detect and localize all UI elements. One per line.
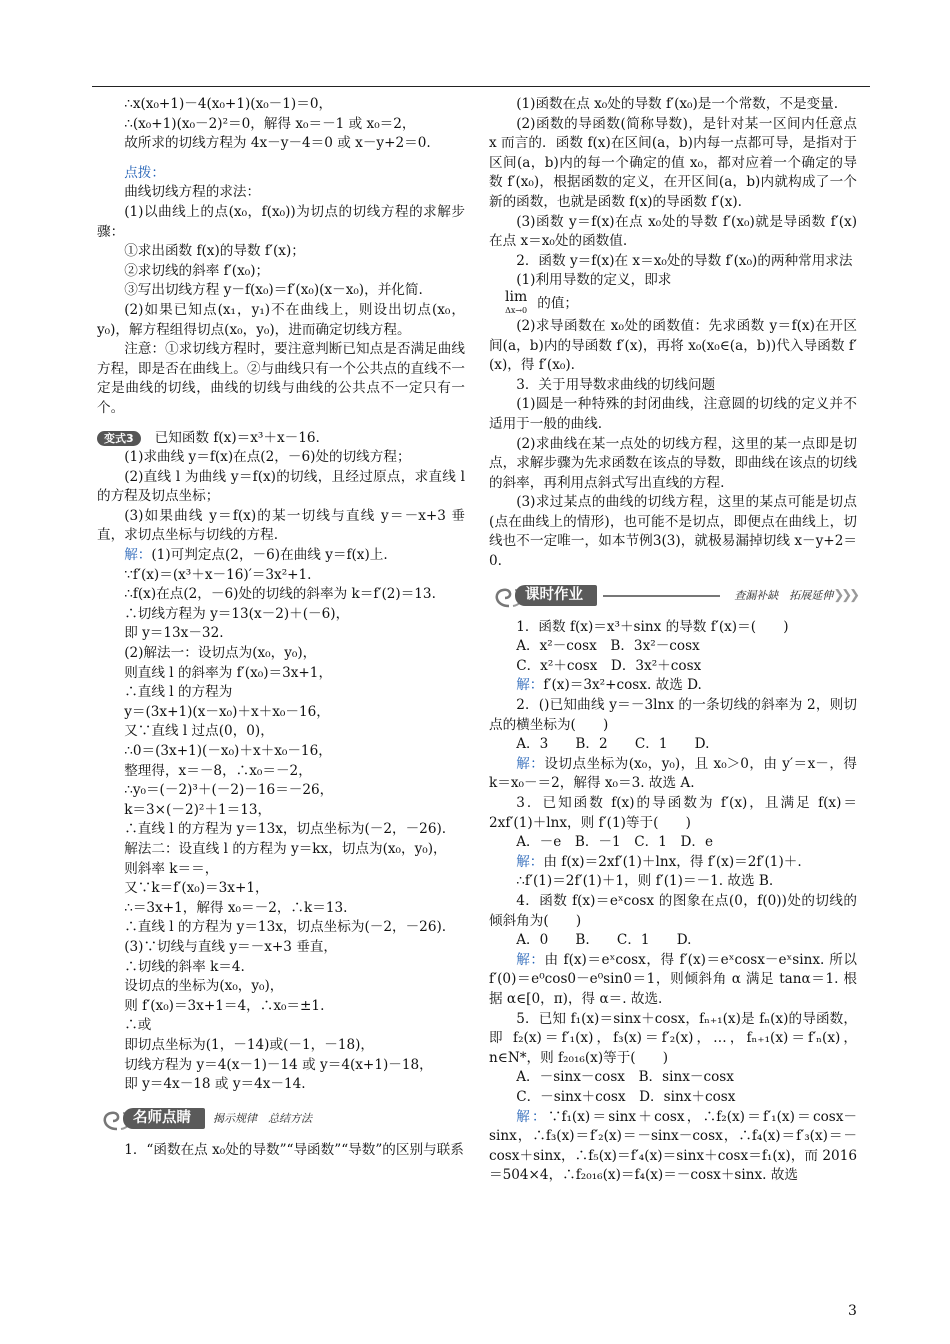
text-line: ∴或 — [124, 1017, 152, 1034]
text-line: (3)函数 y＝f(x)在点 x₀处的导数 f′(x₀)就是导函数 f′(x)在点 x＝x₀处的函数值. — [489, 213, 857, 250]
text-line: ∵f′(x)＝(x³＋x－16)′＝3x²+1. — [124, 566, 312, 583]
text-line: (2)直线 l 为曲线 y＝f(x)的切线，且经过原点，求直线 l 的方程及切点坐标； — [97, 468, 465, 505]
text-line: ∴切线的斜率 k＝4. — [124, 958, 245, 975]
banner-subtitle: 查漏补缺 拓展延伸 — [734, 588, 834, 602]
question: 4．函数 f(x)＝eˣcosx 的图象在点(0，f(0))处的切线的倾斜角为( ) — [489, 892, 857, 929]
variant-question: 变式3 已知函数 f(x)＝x³＋x－16. — [97, 429, 465, 449]
text-line: ③写出切线方程 y－f(x₀)＝f′(x₀)(x－x₀)，并化简. — [124, 282, 423, 299]
question: 2．()已知曲线 y＝－3lnx 的一条切线的斜率为 2，则切点的横坐标为( ) — [489, 697, 857, 733]
section-banner-teacher-tips — [97, 1105, 465, 1133]
text-line: ∴直线 l 的方程为 — [124, 684, 233, 701]
chevrons-icon: ❯❯❯ — [833, 587, 857, 603]
text-line: 即 y＝13x－32. — [124, 625, 224, 642]
text-line: (1)函数在点 x₀处的导数 f′(x₀)是一个常数，不是变量. — [516, 96, 839, 112]
text-line: (2)解法一：设切点为(x₀，y₀)， — [124, 645, 317, 662]
text-line: 即切点坐标为(1，－14)或(－1，－18)， — [124, 1036, 375, 1053]
solution-line: 解：∵f₁(x)＝sinx＋cosx，∴f₂(x)＝f′₁(x)＝cosx－sinx，∴f₃(x)＝f′₂(x)＝－sinx－cosx，∴f₄(x)＝f′₃(x)＝－cosx＋sinx，∴f₅(x)＝f′₄(x)＝sinx＋cosx＝f₁(x)，而 2016＝504×4，∴f₂₀₁₆(x)＝f₄(x)＝－cosx＋sinx. 故选 — [489, 1108, 857, 1184]
section-banner-homework — [489, 582, 857, 610]
text-line: (1)利用导数的定义，即求 — [516, 272, 672, 289]
text-line: 故所求的切线方程为 4x－y－4＝0 或 x－y+2＝0. — [124, 135, 431, 152]
banner-title: 课时作业 — [515, 585, 597, 607]
text-line: ∴0＝(3x+1)(－x₀)＋x＋x₀－16， — [124, 743, 332, 759]
option-line: A．－e B．－1 C．1 D．e — [516, 834, 714, 851]
text-line: ∴f(x)在点(2，－6)处的切线的斜率为 k＝f′(2)＝13. — [124, 586, 436, 603]
text-line: 3．关于用导数求曲线的切线问题 — [516, 376, 716, 393]
banner-line — [603, 595, 720, 597]
text-line: ②求切线的斜率 f′(x₀)； — [124, 262, 270, 279]
question: 3．已知函数 f(x)的导函数为 f′(x)，且满足 f(x)＝2xf′(1)＋lnx，则 f′(1)等于( ) — [489, 795, 857, 831]
text-line: 2．函数 y＝f(x)在 x＝x₀处的导数 f′(x₀)的两种常用求法 — [516, 252, 853, 269]
header-rule — [92, 86, 870, 87]
banner-title: 名师点睛 — [123, 1108, 205, 1130]
option-line: A．－sinx－cosx B．sinx－cosx — [516, 1069, 734, 1086]
limit-expression: lim Δx→0 — [505, 288, 528, 315]
question: 5．已知 f₁(x)＝sinx＋cosx，fₙ₊₁(x)是 fₙ(x)的导函数，即 f₂(x)＝f′₁(x)，f₃(x)＝f′₂(x)，…，fₙ₊₁(x)＝f′ₙ(x)，n∈N*，则 f₂₀₁₆(x)等于( ) — [489, 1010, 857, 1066]
text-line: ∴＝3x+1，解得 x₀＝－2，∴k＝13. — [124, 899, 348, 916]
text-line: ∴直线 l 的方程为 y＝13x，切点坐标为(－2，－26). — [124, 821, 447, 838]
text-line: (1)以曲线上的点(x₀，f(x₀))为切点的切线方程的求解步骤： — [97, 203, 465, 240]
text-line: y＝(3x+1)(x－x₀)＋x＋x₀－16， — [124, 703, 330, 720]
solution-line: 解：由 f(x)＝2xf′(1)＋lnx，得 f′(x)＝2f′(1)＋. — [516, 853, 802, 870]
option-line: A．x²－cosx B．3x²－cosx — [516, 638, 700, 655]
solution-line: 解：f′(x)＝3x²+cosx. 故选 D. — [516, 677, 702, 694]
option-line: A．0 B. C．1 D. — [516, 932, 692, 949]
text-line: (1)求曲线 y＝f(x)在点(2，－6)处的切线方程； — [124, 449, 411, 466]
solution-line: 解：设切点坐标为(x₀，y₀)，且 x₀＞0，由 y′＝x－，得 k＝x₀－＝2，解得 x₀＝3. 故选 A. — [489, 755, 857, 792]
solution-line: 解：(1)可判定点(2，－6)在曲线 y＝f(x)上. — [124, 547, 388, 564]
text-line: ∴y₀＝(－2)³＋(－2)－16＝－26， — [124, 782, 334, 799]
text-line: ∴切线方程为 y＝13(x－2)＋(－6)， — [124, 605, 350, 622]
text-line: ∴x(x₀+1)－4(x₀+1)(x₀－1)＝0， — [124, 96, 333, 112]
text-line: ∴f′(1)＝2f′(1)＋1，则 f′(1)＝－1. 故选 B. — [516, 873, 774, 890]
text-line: (2)函数的导函数(简称导数)，是针对某一区间内任意点 x 而言的．函数 f(x)在区间(a，b)内每一点都可导，是指对于区间(a，b)内的每一个确定的值 x₀，都对应着一个确定的导数 f′(x₀)，根据函数的定义，在开区间(a，b)内就构成了一个新的函数，也就是函数 f(x)的导函数 f′(x). — [489, 115, 857, 210]
text-line: 又∵直线 l 过点(0，0)， — [124, 723, 274, 740]
text-line: (3)求过某点的曲线的切线方程，这里的某点可能是切点(点在曲线上的情形)，也可能不是切点，即便点在曲线上，切线也不一定唯一，如本节例3(3)，就极易漏掉切线 x－y+2＝0. — [489, 494, 857, 570]
text-line: ∴(x₀+1)(x₀－2)²＝0，解得 x₀＝－1 或 x₀＝2， — [124, 115, 416, 132]
limit-line: lim Δx→0 的值； — [505, 288, 579, 315]
variant-badge: 变式3 — [97, 431, 141, 446]
question: 1．函数 f(x)＝x³＋sinx 的导数 f′(x)＝( ) — [516, 618, 789, 635]
banner-subtitle: 揭示规律 总结方法 — [213, 1111, 312, 1125]
text-line: 又∵k＝f′(x₀)＝3x+1， — [124, 880, 269, 897]
option-line: A．3 B．2 C．1 D. — [516, 736, 710, 753]
text-line: 整理得，x＝－8，∴x₀＝－2， — [124, 762, 312, 779]
text-line: (2)求导函数在 x₀处的函数值：先求函数 y＝f(x)在开区间(a，b)内的导函数 f′(x)，再将 x₀(x₀∈(a，b))代入导函数 f′(x)，得 f′(x₀). — [489, 317, 857, 374]
text-line: k＝3×(－2)²＋1＝13， — [124, 801, 272, 818]
option-line: C．－sinx＋cosx D．sinx＋cosx — [516, 1088, 736, 1105]
text-line: (1)圆是一种特殊的封闭曲线，注意圆的切线的定义并不适用于一般的曲线. — [489, 396, 857, 432]
text-line: 设切点的坐标为(x₀，y₀)， — [124, 978, 284, 995]
text-line: (2)如果已知点(x₁，y₁)不在曲线上，则设出切点(x₀，y₀)，解方程组得切点(x₀，y₀)，进而确定切线方程。 — [97, 301, 465, 338]
text-line: 切线方程为 y＝4(x－1)－14 或 y＝4(x+1)－18， — [124, 1056, 433, 1073]
right-column — [489, 95, 857, 1186]
left-column — [97, 95, 465, 1160]
solution-line: 解：由 f(x)＝eˣcosx，得 f′(x)＝eˣcosx－eˣsinx. 所以 f′(0)＝e⁰cos0－e⁰sin0＝1，则倾斜角 α 满足 tanα＝1. 根据 α∈[0，π)，得 α＝. 故选. — [489, 951, 857, 1007]
text-line: ∴直线 l 的方程为 y＝13x，切点坐标为(－2，－26). — [124, 919, 447, 936]
tip-label: 点拨： — [124, 164, 165, 181]
page-number: 3 — [848, 1303, 857, 1319]
option-line: C．x²＋cosx D．3x²＋cosx — [516, 657, 702, 674]
text-line: 则 f′(x₀)＝3x+1＝4，∴x₀＝±1. — [124, 997, 325, 1014]
text-line: 则斜率 k＝＝， — [124, 860, 219, 877]
text-line: (2)求曲线在某一点处的切线方程，这里的某一点即是切点，求解步骤为先求函数在该点的导数，即曲线在该点的切线的斜率，再利用点斜式写出直线的方程. — [489, 435, 857, 491]
text-line: 即 y＝4x－18 或 y＝4x－14. — [124, 1076, 306, 1093]
text-line: (3)∵切线与直线 y＝－x+3 垂直， — [124, 938, 338, 955]
text-line: 解法二：设直线 l 的方程为 y＝kx，切点为(x₀，y₀)， — [124, 840, 447, 857]
text-line: 曲线切线方程的求法： — [124, 184, 261, 201]
text-line: 1．“函数在点 x₀处的导数”“导函数”“导数”的区别与联系 — [124, 1141, 464, 1158]
text-line: ①求出函数 f(x)的导数 f′(x)； — [124, 243, 305, 260]
text-line: (3)如果曲线 y＝f(x)的某一切线与直线 y＝－x+3 垂直，求切点坐标与切线的方程. — [97, 507, 465, 544]
text-line: 注意：①求切线方程时，要注意判断已知点是否满足曲线方程，即是否在曲线上。②与曲线只有一个公共点的直线不一定是曲线的切线，曲线的切线与曲线的公共点不一定只有一个。 — [97, 341, 465, 416]
text-line: 则直线 l 的斜率为 f′(x₀)＝3x+1， — [124, 664, 333, 681]
